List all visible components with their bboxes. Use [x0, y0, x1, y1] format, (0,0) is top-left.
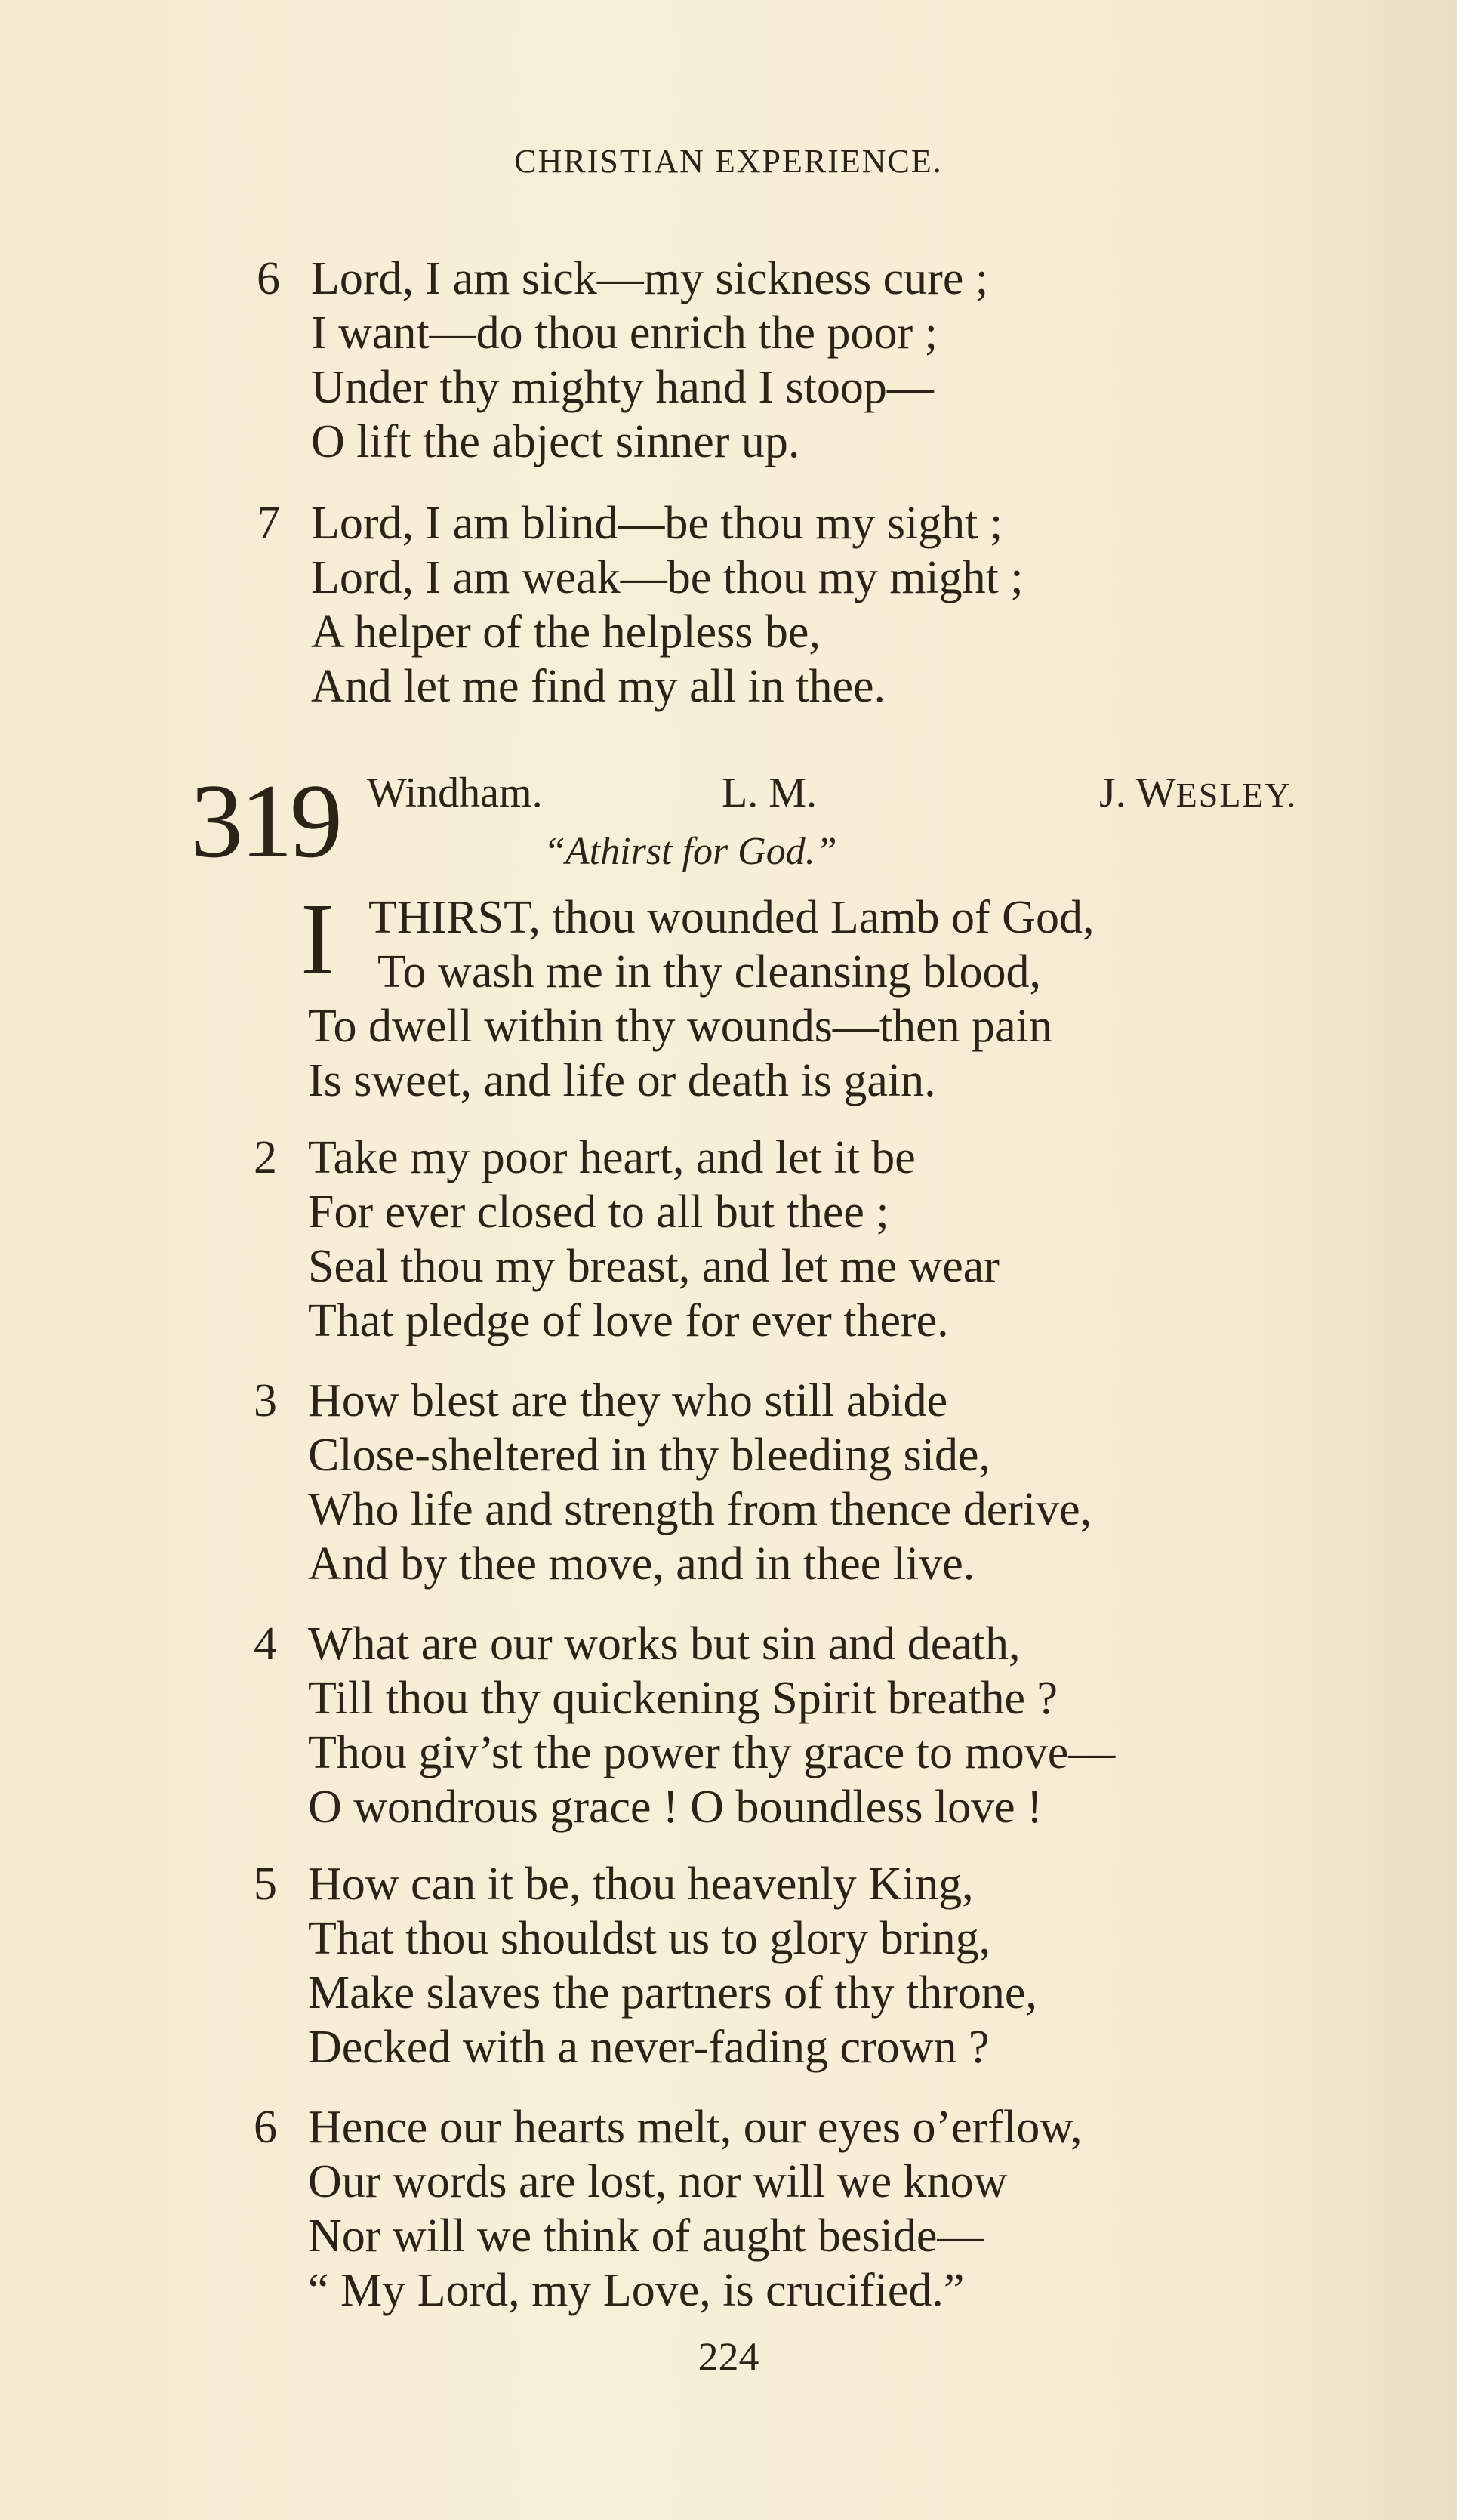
hymn-subtitle: “Athirst for God.” [544, 830, 837, 873]
verse-line: Take my poor heart, and let it be [308, 1132, 916, 1183]
verse-line: A helper of the helpless be, [311, 606, 821, 658]
verse-line: Under thy mighty hand I stoop— [311, 362, 934, 413]
verse-number: 2 [254, 1132, 277, 1183]
verse-line: Seal thou my breast, and let me wear [308, 1241, 1000, 1292]
verse-line: Thou giv’st the power thy grace to move— [308, 1727, 1116, 1778]
verse-line: To dwell within thy wounds—then pain [308, 1001, 1052, 1052]
hymn-number: 319 [190, 763, 340, 880]
verse-line: Make slaves the partners of thy throne, [308, 1967, 1037, 2019]
verse-line: “ My Lord, my Love, is crucified.” [308, 2265, 965, 2316]
verse-line: Nor will we think of aught beside— [308, 2210, 984, 2262]
verse-number: 4 [254, 1618, 277, 1670]
verse-line: Decked with a never-fading crown ? [308, 2022, 990, 2073]
verse-line: And by thee move, and in thee live. [308, 1538, 975, 1590]
verse-line: O wondrous grace ! O boundless love ! [308, 1781, 1043, 1833]
verse-line: How can it be, thou heavenly King, [308, 1858, 974, 1910]
author-initial: J. W [1099, 770, 1176, 816]
tune-name: Windham. [367, 770, 543, 816]
verse-number: 6 [257, 253, 280, 304]
drop-cap: I [300, 883, 335, 996]
verse-number: 6 [254, 2102, 277, 2153]
page-number: 224 [698, 2334, 759, 2380]
verse-line: Lord, I am blind—be thou my sight ; [311, 498, 1003, 549]
verse-line: Lord, I am sick—my sickness cure ; [311, 253, 989, 304]
verse-line: THIRST, thou wounded Lamb of God, [368, 892, 1095, 943]
verse-number: 7 [257, 498, 280, 549]
verse-line: Hence our hearts melt, our eyes o’erflow, [308, 2102, 1083, 2153]
verse-line: Is sweet, and life or death is gain. [308, 1055, 936, 1106]
running-head: CHRISTIAN EXPERIENCE. [514, 143, 943, 180]
verse-line: Our words are lost, nor will we know [308, 2156, 1008, 2207]
verse-line: For ever closed to all but thee ; [308, 1186, 889, 1238]
verse-line: Who life and strength from thence derive, [308, 1484, 1092, 1535]
verse-line: That pledge of love for ever there. [308, 1295, 949, 1346]
verse-line: Lord, I am weak—be thou my might ; [311, 552, 1024, 603]
verse-number: 3 [254, 1375, 277, 1427]
verse-line: Close-sheltered in thy bleeding side, [308, 1430, 990, 1481]
verse-line: What are our works but sin and death, [308, 1618, 1021, 1670]
verse-line: O lift the abject sinner up. [311, 416, 800, 467]
verse-line: Till thou thy quickening Spirit breathe ? [308, 1673, 1058, 1724]
verse-line: I want—do thou enrich the poor ; [311, 307, 938, 359]
author [1099, 772, 1297, 814]
verse-line: How blest are they who still abide [308, 1375, 948, 1427]
verse-line: That thou shouldst us to glory bring, [308, 1913, 991, 1964]
verse-line: And let me find my all in thee. [311, 661, 886, 712]
meter: L. M. [722, 770, 817, 816]
verse-number: 5 [254, 1858, 277, 1910]
author-rest: ESLEY. [1175, 776, 1298, 814]
verse-line: To wash me in thy cleansing blood, [377, 946, 1042, 998]
